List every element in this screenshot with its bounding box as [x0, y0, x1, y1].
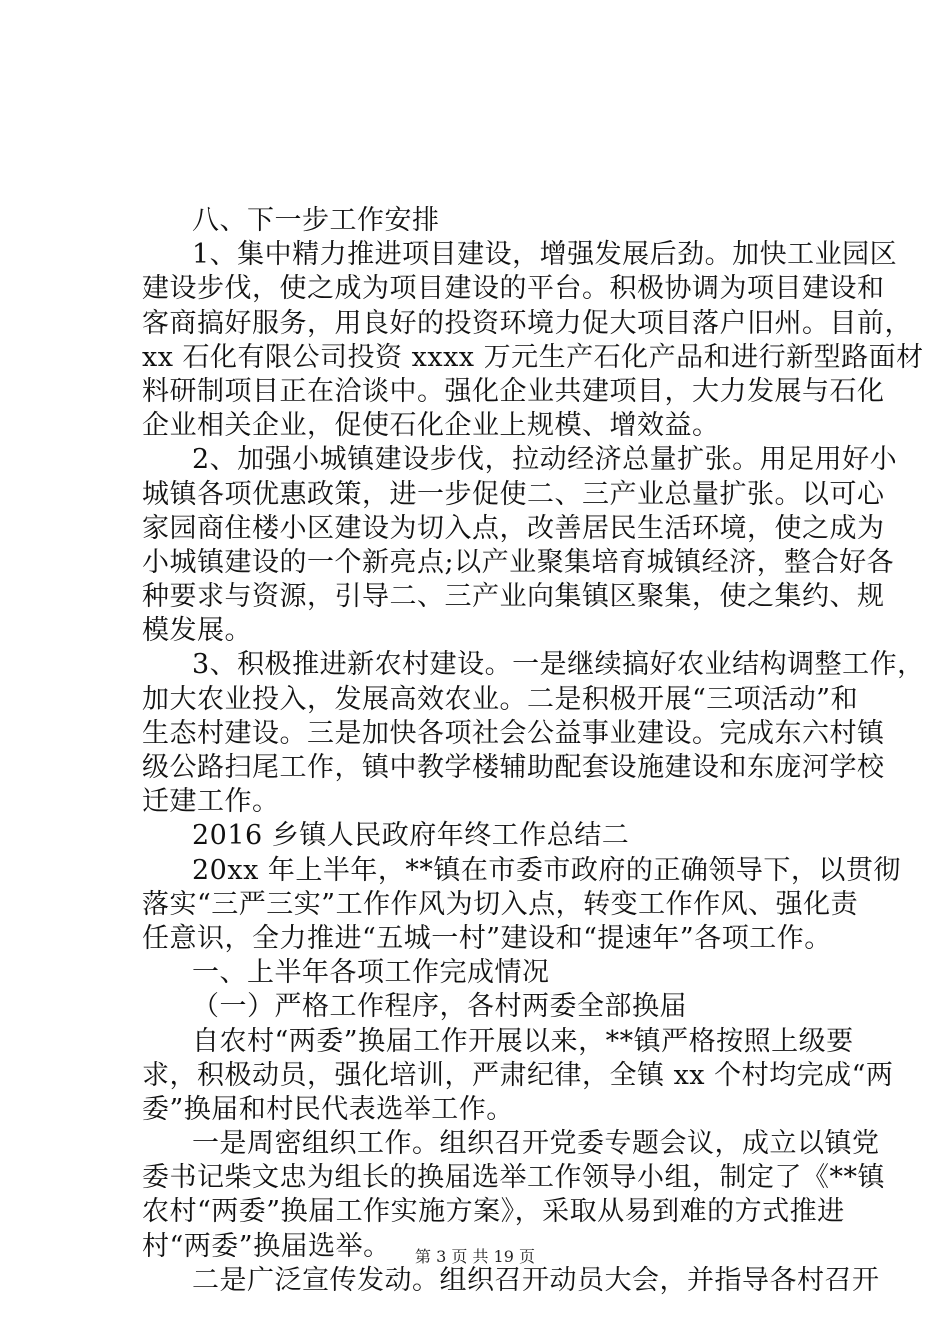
text-line: 种要求与资源，引导二、三产业向集镇区聚集，使之集约、规	[142, 581, 885, 613]
text-line: 自农村“两委”换届工作开展以来，**镇严格按照上级要	[192, 1025, 854, 1057]
text-line: 一、上半年各项工作完成情况	[192, 957, 550, 989]
text-line: 农村“两委”换届工作实施方案》，采取从易到难的方式推进	[142, 1196, 845, 1228]
text-line: 级公路扫尾工作，镇中教学楼辅助配套设施建设和东庞河学校	[142, 752, 885, 783]
text-line: 委书记柴文忠为组长的换届选举工作领导小组，制定了《**镇	[142, 1162, 885, 1194]
text-line: 家园商住楼小区建设为切入点，改善居民生活环境，使之成为	[142, 512, 885, 544]
text-line: 建设步伐，使之成为项目建设的平台。积极协调为项目建设和	[142, 273, 885, 305]
page-footer: 第 3 页 共 19 页	[415, 1247, 535, 1266]
text-line: 任意识，全力推进“五城一村”建设和“提速年”各项工作。	[142, 922, 832, 954]
text-line: 20xx 年上半年，**镇在市委市政府的正确领导下，以贯彻	[192, 854, 901, 886]
document-body	[142, 204, 925, 1298]
text-line: 企业相关企业，促使石化企业上规模、增效益。	[142, 410, 720, 442]
text-line: 八、下一步工作安排	[192, 205, 440, 236]
text-line: 模发展。	[142, 615, 252, 647]
text-line: （一）严格工作程序，各村两委全部换届	[192, 991, 687, 1023]
text-line: 一是周密组织工作。组织召开党委专题会议，成立以镇党	[192, 1128, 880, 1160]
text-line: 生态村建设。三是加快各项社会公益事业建设。完成东六村镇	[142, 717, 885, 749]
text-line: 二是广泛宣传发动。组织召开动员大会，并指导各村召开	[192, 1264, 880, 1296]
text-line: 城镇各项优惠政策，进一步促使二、三产业总量扩张。以可心	[142, 478, 885, 510]
text-line: 小城镇建设的一个新亮点;以产业聚集培育城镇经济，整合好各	[142, 546, 895, 578]
text-line: 客商搞好服务，用良好的投资环境力促大项目落户旧州。目前，	[142, 307, 912, 339]
text-line: 2、加强小城镇建设步伐，拉动经济总量扩张。用足用好小	[192, 444, 898, 476]
text-line: 1、集中精力推进项目建设，增强发展后劲。加快工业园区	[192, 239, 898, 271]
text-line: 村“两委”换届选举。	[142, 1230, 391, 1262]
text-line: 料研制项目正在洽谈中。强化企业共建项目，大力发展与石化	[142, 375, 885, 407]
text-line: 委”换届和村民代表选举工作。	[142, 1093, 514, 1125]
text-line: 3、积极推进新农村建设。一是继续搞好农业结构调整工作，	[192, 649, 925, 681]
text-line: 加大农业投入，发展高效农业。二是积极开展“三项活动”和	[142, 683, 859, 715]
text-line: 迁建工作。	[142, 786, 280, 818]
text-line: 求，积极动员，强化培训，严肃纪律，全镇 xx 个村均完成“两	[142, 1059, 894, 1091]
text-line: 2016 乡镇人民政府年终工作总结二	[192, 820, 630, 852]
text-line: 落实“三严三实”工作作风为切入点，转变工作作风、强化责	[142, 888, 859, 920]
text-line: xx 石化有限公司投资 xxxx 万元生产石化产品和进行新型路面材	[142, 341, 924, 373]
